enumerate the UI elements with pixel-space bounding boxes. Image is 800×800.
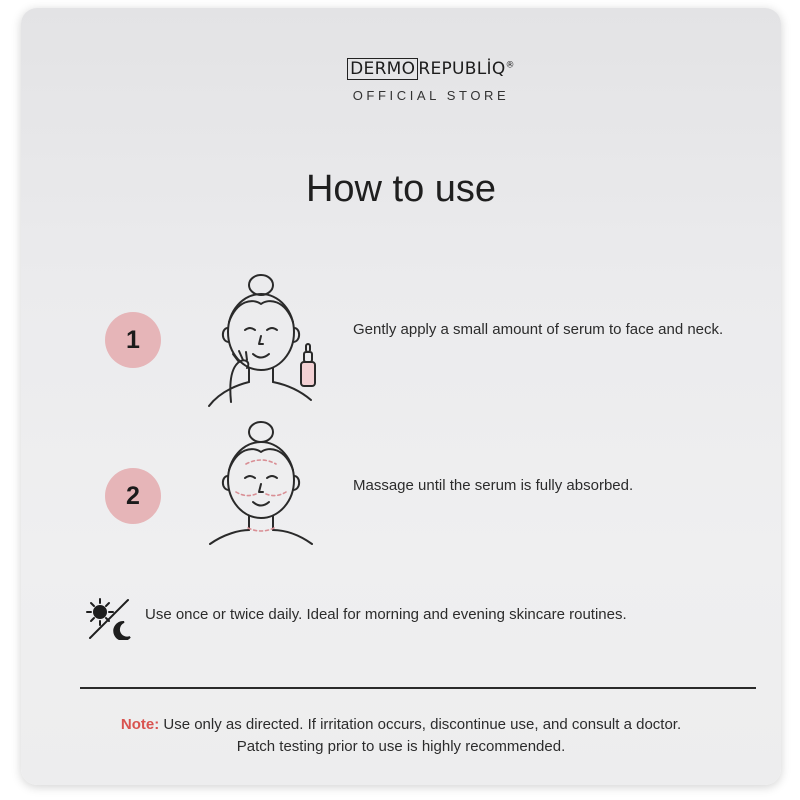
info-card: [21, 8, 781, 785]
step-2-badge: 2: [105, 468, 161, 524]
note-label: Note:: [120, 716, 160, 733]
face-massage-icon: [206, 416, 316, 546]
note-text: Use only as directed. If irritation occurs, discontinue use, and consult a doctor.: [163, 716, 682, 733]
step-1-badge: 1: [105, 312, 161, 368]
brand-logo: [321, 58, 541, 103]
face-applying-serum-icon: [201, 270, 321, 408]
step-2-text: Massage until the serum is fully absorbed.: [353, 477, 634, 494]
divider: [80, 687, 756, 689]
note-line-1: [21, 714, 781, 736]
brand-boxed-text: DERMO: [347, 58, 418, 80]
brand-rest-text: REPUBLİQ: [418, 59, 506, 79]
sun-moon-icon: [84, 596, 134, 640]
page-title: How to use: [305, 168, 497, 210]
brand-subtitle: OFFICIAL STORE: [352, 88, 510, 103]
usage-text: Use once or twice daily. Ideal for morning and evening skincare routines.: [145, 606, 627, 623]
registered-mark: ®: [505, 60, 515, 71]
note-line-2: Patch testing prior to use is highly recommended.: [236, 738, 566, 755]
note: [21, 714, 781, 758]
brand-name: [321, 58, 541, 80]
step-1-text: Gently apply a small amount of serum to face and neck.: [353, 321, 724, 338]
